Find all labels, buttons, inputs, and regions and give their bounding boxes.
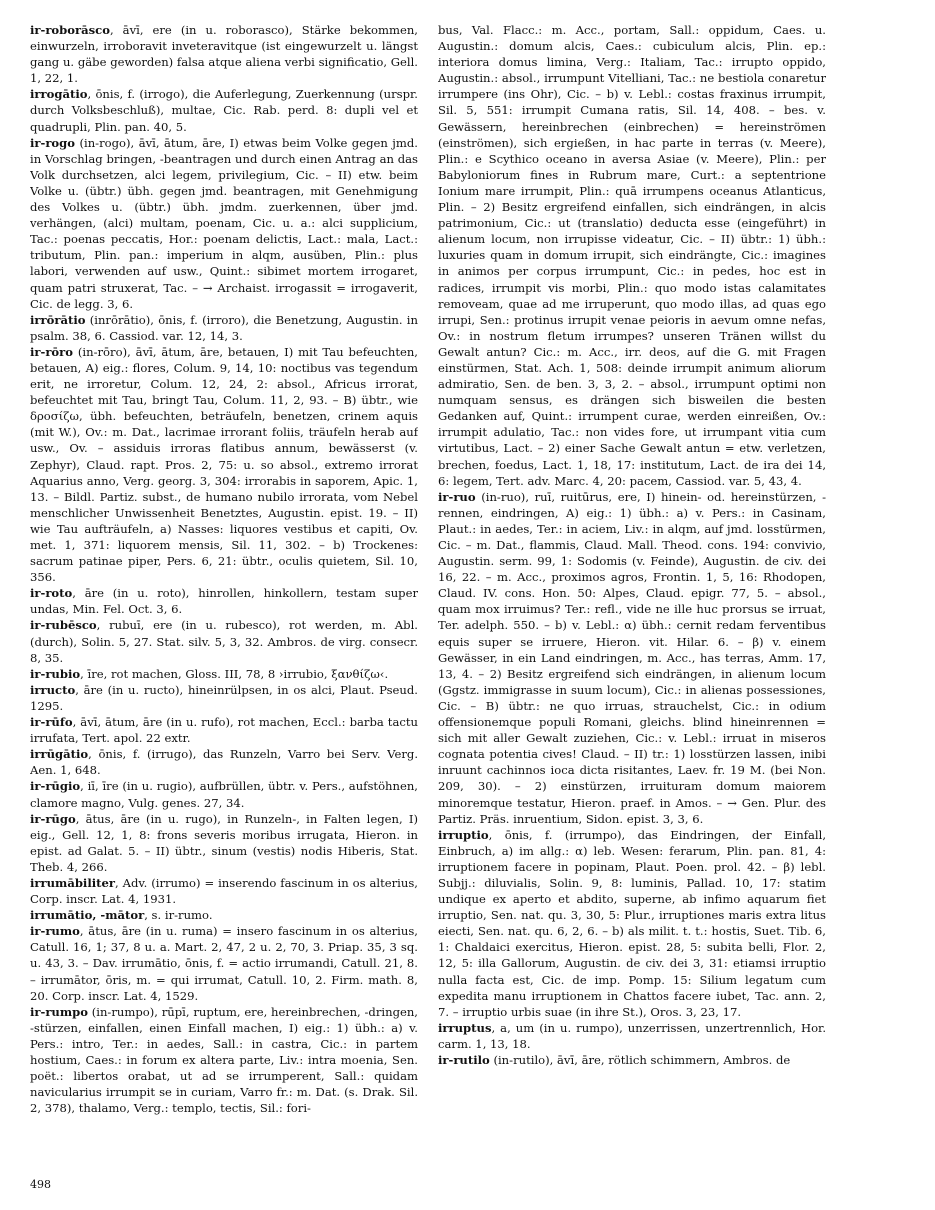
entry-text: , ātus, āre (in u. rugo), in Runzeln-, in Falten legen, I) eig., Gell. 12, 1, 8: frons severis moribus irrugata, Hieron. in epist. ad Galat. 5. – II) übtr., sinum (vestis) nodis Hiberis, Stat. Theb. 4, 266. <box>30 811 418 874</box>
entry-text: , āre (in u. ructo), hineinrülpsen, in os alci, Plaut. Pseud. 1295. <box>30 682 418 713</box>
page-number: 498 <box>30 1178 51 1191</box>
entry-text: , īre, rot machen, Gloss. III, 78, 8 ›irrubio, ξανθίζω‹. <box>80 666 389 681</box>
dictionary-entry <box>438 827 826 1020</box>
entry-text: , āvī, ātum, āre (in u. rufo), rot machen, Eccl.: barba tactu irrufata, Tert. apol. 22 extr. <box>30 715 418 746</box>
dictionary-entry <box>30 617 418 665</box>
dictionary-entry <box>438 22 826 489</box>
dictionary-entry <box>30 666 418 682</box>
entry-lemma: irrumātio, -mātor <box>30 908 145 923</box>
dictionary-entry <box>30 312 418 344</box>
entry-text: , rubuī, ere (in u. rubesco), rot werden, m. Abl. (durch), Solin. 5, 27. Stat. silv. 5, 3, 32. Ambros. de virg. consecr. 8, 35. <box>30 618 418 665</box>
dictionary-entry <box>30 585 418 617</box>
entry-lemma: ir-rutilo <box>438 1053 490 1067</box>
dictionary-entry <box>30 86 418 134</box>
entry-lemma: ir-rōro <box>30 344 74 359</box>
entry-lemma: irrumābiliter <box>30 875 115 890</box>
entry-text: , ōnis, f. (irrugo), das Runzeln, Varro bei Serv. Verg. Aen. 1, 648. <box>30 747 418 778</box>
dictionary-entry <box>30 778 418 810</box>
entry-lemma: ir-rumpo <box>30 1004 88 1019</box>
dictionary-entry <box>30 22 418 86</box>
entry-lemma: ir-rūgo <box>30 811 76 826</box>
entry-text: , a, um (in u. rumpo), unzerrissen, unzertrennlich, Hor. carm. 1, 13, 18. <box>438 1020 826 1051</box>
left-column <box>30 22 418 1174</box>
entry-text: , ōnis, f. (irrumpo), das Eindringen, der Einfall, Einbruch, a) im allg.: α) leb. Wesen: ferarum, Plin. pan. 81, 4: irruptionem facere in popinam, Plaut. Poen. prol. 42. – β) lebl. Subjj.: diluvialis, Solin. 9, 8: luminis, Pallad. 10, 17: statim undique ex aperto et abdito, superne, ab infimo aquarum fiet irruptio, Sen. nat. qu. 3, 30, 5: Plur., irruptiones maris extra litus eiecti, Sen. nat. qu. 6, 2, 6. – b) als milit. t. t.: hostis, Suet. Tib. 6, 1: Chaldaici exercitus, Hieron. epist. 28, 5: subita belli, Flor. 2, 12, 5: illa Gallorum, Augustin. de civ. dei 3, 31: etiamsi irruptio nulla facta est, Cic. de imp. Pomp. 15: Silium legatum cum expedita manu irruptionem in Chattos facere iubet, Tac. ann. 2, 7. – irruptio urbis suae (in ihre St.), Oros. 3, 23, 17. <box>438 827 826 1019</box>
entry-text: (in-rōro), āvī, ātum, āre, betauen, I) mit Tau befeuchten, betauen, A) eig.: flores, Colum. 9, 14, 10: noctibus vas tegendum erit, ne irroretur, Colum. 12, 24, 2: absol., Africus irrorat, befeuchtet mit Tau, bringt Tau, Colum. 11, 2, 93. – B) übtr., wie δροσίζω, übh. befeuchten, beträufeln, benetzen, crinem aquis (mit W.), Ov.: m. Dat., lacrimae irrorant foliis, träufeln herab auf usw., Ov. – assiduis irroras flatibus annum, bewässerst (v. Zephyr), Claud. rapt. Pros. 2, 75: u. so absol., extremo irrorat Aquarius anno, Verg. georg. 3, 304: irrorabis in saporem, Apic. 1, 13. – Bildl. Partiz. subst., de humano nubilo irrorata, vom Nebel menschlicher Unwissenheit Benetztes, Augustin. epist. 19. – II) wie Tau aufträufeln, a) Nasses: liquores vestibus et capiti, Ov. met. 1, 371: liquorem mensis, Sil. 11, 302. – b) Trockenes: sacrum patinae piper, Pers. 6, 21: übtr., oculis quietem, Sil. 10, 356. <box>30 344 418 585</box>
entry-text: (in-rumpo), rūpī, ruptum, ere, hereinbrechen, -dringen, -stürzen, einfallen, einen Einfall machen, I) eig.: 1) übh.: a) v. Pers.: intro, Ter.: in aedes, Sall.: in castra, Cic.: in partem hostium, Caes.: in forum ex altera parte, Liv.: intra moenia, Sen. poët.: libertos orabat, ut ad se irrumperent, Sall.: quidam navicularius irrumpit se in curiam, Varro fr.: m. Dat. (s. Drak. Sil. 2, 378), thalamo, Verg.: templo, tectis, Sil.: fori- <box>30 1004 418 1116</box>
dictionary-entry <box>30 875 418 907</box>
dictionary-entry <box>30 135 418 312</box>
entry-lemma: ir-rumo <box>30 924 80 939</box>
dictionary-entry <box>438 1020 826 1052</box>
entry-lemma: ir-rubēsco <box>30 618 97 633</box>
dictionary-entry <box>30 811 418 875</box>
dictionary-page <box>30 22 910 1182</box>
dictionary-entry <box>438 489 826 827</box>
entry-text: , Adv. (irrumo) = inserendo fascinum in os alterius, Corp. inscr. Lat. 4, 1931. <box>30 875 418 907</box>
dictionary-entry <box>30 907 418 923</box>
entry-lemma: irrūgātio <box>30 747 89 762</box>
entry-lemma: ir-rubio <box>30 666 81 681</box>
entry-text: , iī, īre (in u. rugio), aufbrüllen, übtr. v. Pers., aufstöhnen, clamore magno, Vulg. genes. 27, 34. <box>30 779 418 810</box>
entry-text: (inrōrātio), ōnis, f. (irroro), die Benetzung, Augustin. in psalm. 38, 6. Cassiod. var. 12, 14, 3. <box>30 312 418 343</box>
entry-text: , ātus, āre (in u. ruma) = insero fascinum in os alterius, Catull. 16, 1; 37, 8 u. a. Mart. 2, 47, 2 u. 2, 70, 3. Priap. 35, 3 sq. u. 43, 3. – Dav. irrumātio, ōnis, f. = actio irrumandi, Catull. 21, 8. – irrumātor, ōris, m. = qui irrumat, Catull. 10, 2. Firm. math. 8, 20. Corp. inscr. Lat. 4, 1529. <box>30 924 418 1003</box>
dictionary-entry <box>30 714 418 746</box>
entry-lemma: irrogātio <box>30 87 88 102</box>
entry-lemma: irruptus <box>438 1020 492 1035</box>
entry-lemma: ir-ruo <box>438 489 476 504</box>
entry-lemma: irructo <box>30 682 76 697</box>
entry-lemma: ir-roto <box>30 586 73 601</box>
entry-text: , āvī, ere (in u. roborasco), Stärke bekommen, einwurzeln, irroboravit inveteravitque (ist eingewurzelt u. längst gang u. gäbe geworden) falsa atque aliena verbi significatio, Gell. 1, 22, 1. <box>30 23 418 86</box>
dictionary-entry <box>30 746 418 778</box>
entry-text: , s. ir-rumo. <box>144 908 213 923</box>
entry-text: (in-rogo), āvī, ātum, āre, I) etwas beim Volke gegen jmd. in Vorschlag bringen, -beantragen und durch einen Antrag an das Volk durchsetzen, alci legem, privilegium, Cic. – II) etw. beim Volke u. (übtr.) übh. gegen jmd. beantragen, mit Genehmigung des Volkes u. (übtr.) übh. jmdm. zuerkennen, über jmd. verhängen, (alci) multam, poenam, Cic. u. a.: alci supplicium, Tac.: poenas peccatis, Hor.: poenam delictis, Lact.: mala, Lact.: tributum, Plin. pan.: imperium in alqm, ausüben, Plin.: plus labori, verwenden auf usw., Quint.: sibimet mortem irrogaret, quam patri struxerat, Tac. – → Archaist. irrogassit = irrogaverit, Cic. de legg. 3, 6. <box>30 135 418 311</box>
entry-text: , āre (in u. roto), hinrollen, hinkollern, testam super undas, Min. Fel. Oct. 3, 6. <box>30 586 418 617</box>
entry-text: bus, Val. Flacc.: m. Acc., portam, Sall.: oppidum, Caes. u. Augustin.: domum alcis, Caes.: cubiculum alcis, Plin. ep.: interiora domus limina, Verg.: Italiam, Tac.: irrupto oppido, Augustin.: absol., irrumpunt Vitelliani, Tac.: ne bestiola conaretur irrumpere (ins Ohr), Cic. – b) v. Lebl.: costas fraxinus irrumpit, Sil. 5, 551: irrumpit Cumana ratis, Sil. 14, 408. – bes. v. Gewässern, hereinbrechen (einbrechen) = hereinströmen (einströmen), sich ergießen, in hac parte in terras (v. Meere), Plin.: e Scythico oceano in aversa Asiae (v. Meere), Plin.: per Babyloniorum fines in Rubrum mare, Curt.: a septentrione Ionium mare irrumpit, Plin.: quā irrumpens oceanus Atlanticus, Plin. – 2) Besitz ergreifend einfallen, sich eindrängen, in alcis patrimonium, Cic.: ut (translatio) deducta esse (eingeführt) in alienum locum, non irrupisse videatur, Cic. – II) übtr.: 1) übh.: luxuries quam in domum irrupit, sich eindrängte, Cic.: imagines in animos per corpus irrumpunt, Cic.: in pedes, hoc est in radices, irrumpit vis morbi, Plin.: quo modo istas calamitates removeam, quae ad me irruperunt, quo modo illas, ad quas ego irrupi, Sen.: protinus irrupit venae peioris in aevum omne nefas, Ov.: in nostrum fletum irrumpes? unseren Tränen willst du Gewalt antun? Cic.: m. Acc., irr. deos, auf die G. mit Fragen einstürmen, Stat. Ach. 1, 508: deinde irrumpit animum aliorum admiratio, Sen. de ben. 3, 3, 2. – absol., irrumpunt optimi non numquam sensus, es drängen sich bisweilen die besten Gedanken auf, Quint.: irrumpent curae, werden einreißen, Ov.: irrumpit adulatio, Tac.: non vides fore, ut irrumpant vitia cum virtutibus, Lact. – 2) einer Sache Gewalt antun = etw. verletzen, brechen, foedus, Lact. 1, 18, 17: institutum, Lact. de ira dei 14, 6: legem, Tert. adv. Marc. 4, 20: pacem, Cassiod. var. 5, 43, 4. <box>438 23 826 488</box>
dictionary-entry <box>30 344 418 585</box>
entry-lemma: ir-rūgio <box>30 779 81 794</box>
entry-lemma: irrōrātio <box>30 312 86 327</box>
dictionary-entry <box>30 1004 418 1117</box>
right-column <box>438 22 826 1174</box>
entry-lemma: irruptio <box>438 827 489 842</box>
entry-text: , ōnis, f. (irrogo), die Auferlegung, Zuerkennung (urspr. durch Volksbeschluß), multae, Cic. Rab. perd. 8: dupli vel et quadrupli, Plin. pan. 40, 5. <box>30 87 418 134</box>
dictionary-entry <box>30 682 418 714</box>
entry-text: (in-ruo), ruī, ruitūrus, ere, I) hinein- od. hereinstürzen, -rennen, eindringen, A) eig.: 1) übh.: a) v. Pers.: in Casinam, Plaut.: in aedes, Ter.: in aciem, Liv.: in alqm, auf jmd. losstürmen, Cic. – m. Dat., flammis, Claud. Mall. Theod. cons. 194: convivio, Augustin. serm. 99, 1: Sodomis (v. Feinde), Augustin. de civ. dei 16, 22. – m. Acc., proximos agros, Frontin. 1, 5, 16: Rhodopen, Claud. IV. cons. Hon. 50: Alpes, Claud. epigr. 77, 5. – absol., quam mox irruimus? Ter.: refl., vide ne ille huc prorsus se irruat, Ter. adelph. 550. – b) v. Lebl.: α) übh.: cernit redam ferventibus equis super se irruere, Hieron. vit. Hilar. 6. – β) v. einem Gewässer, in ein Land eindringen, m. Acc., has terras, Amm. 17, 13, 4. – 2) Besitz ergreifend sich eindrängen, in alienum locum (Ggstz. immigrasse in suum locum), Cic.: in alienas possessiones, Cic. – B) übtr.: ne quo irruas, strauchelst, Cic.: in odium offensionemque populi Romani, gleichs. blind hineinrennen = sich mit aller Gewalt zuziehen, Cic.: v. Lebl.: irruat in miseros cognata potentia cives! Claud. – II) tr.: 1) losstürzen lassen, inibi inruunt cachinnos ioca dicta risitantes, Laev. fr. 19 M. (bei Non. 209, 30). – 2) einstürzen, irruituram domum maiorem minoremque testatur, Hieron. praef. in Amos. – → Gen. Plur. des Partiz. Präs. inruentium, Sidon. epist. 3, 3, 6. <box>438 489 826 826</box>
dictionary-entry <box>30 923 418 1003</box>
entry-text: (in-rutilo), āvī, āre, rötlich schimmern, Ambros. de <box>489 1053 791 1067</box>
entry-lemma: ir-roborāsco <box>30 23 110 37</box>
dictionary-entry <box>438 1052 826 1068</box>
entry-lemma: ir-rogo <box>30 135 76 150</box>
entry-lemma: ir-rūfo <box>30 715 73 730</box>
